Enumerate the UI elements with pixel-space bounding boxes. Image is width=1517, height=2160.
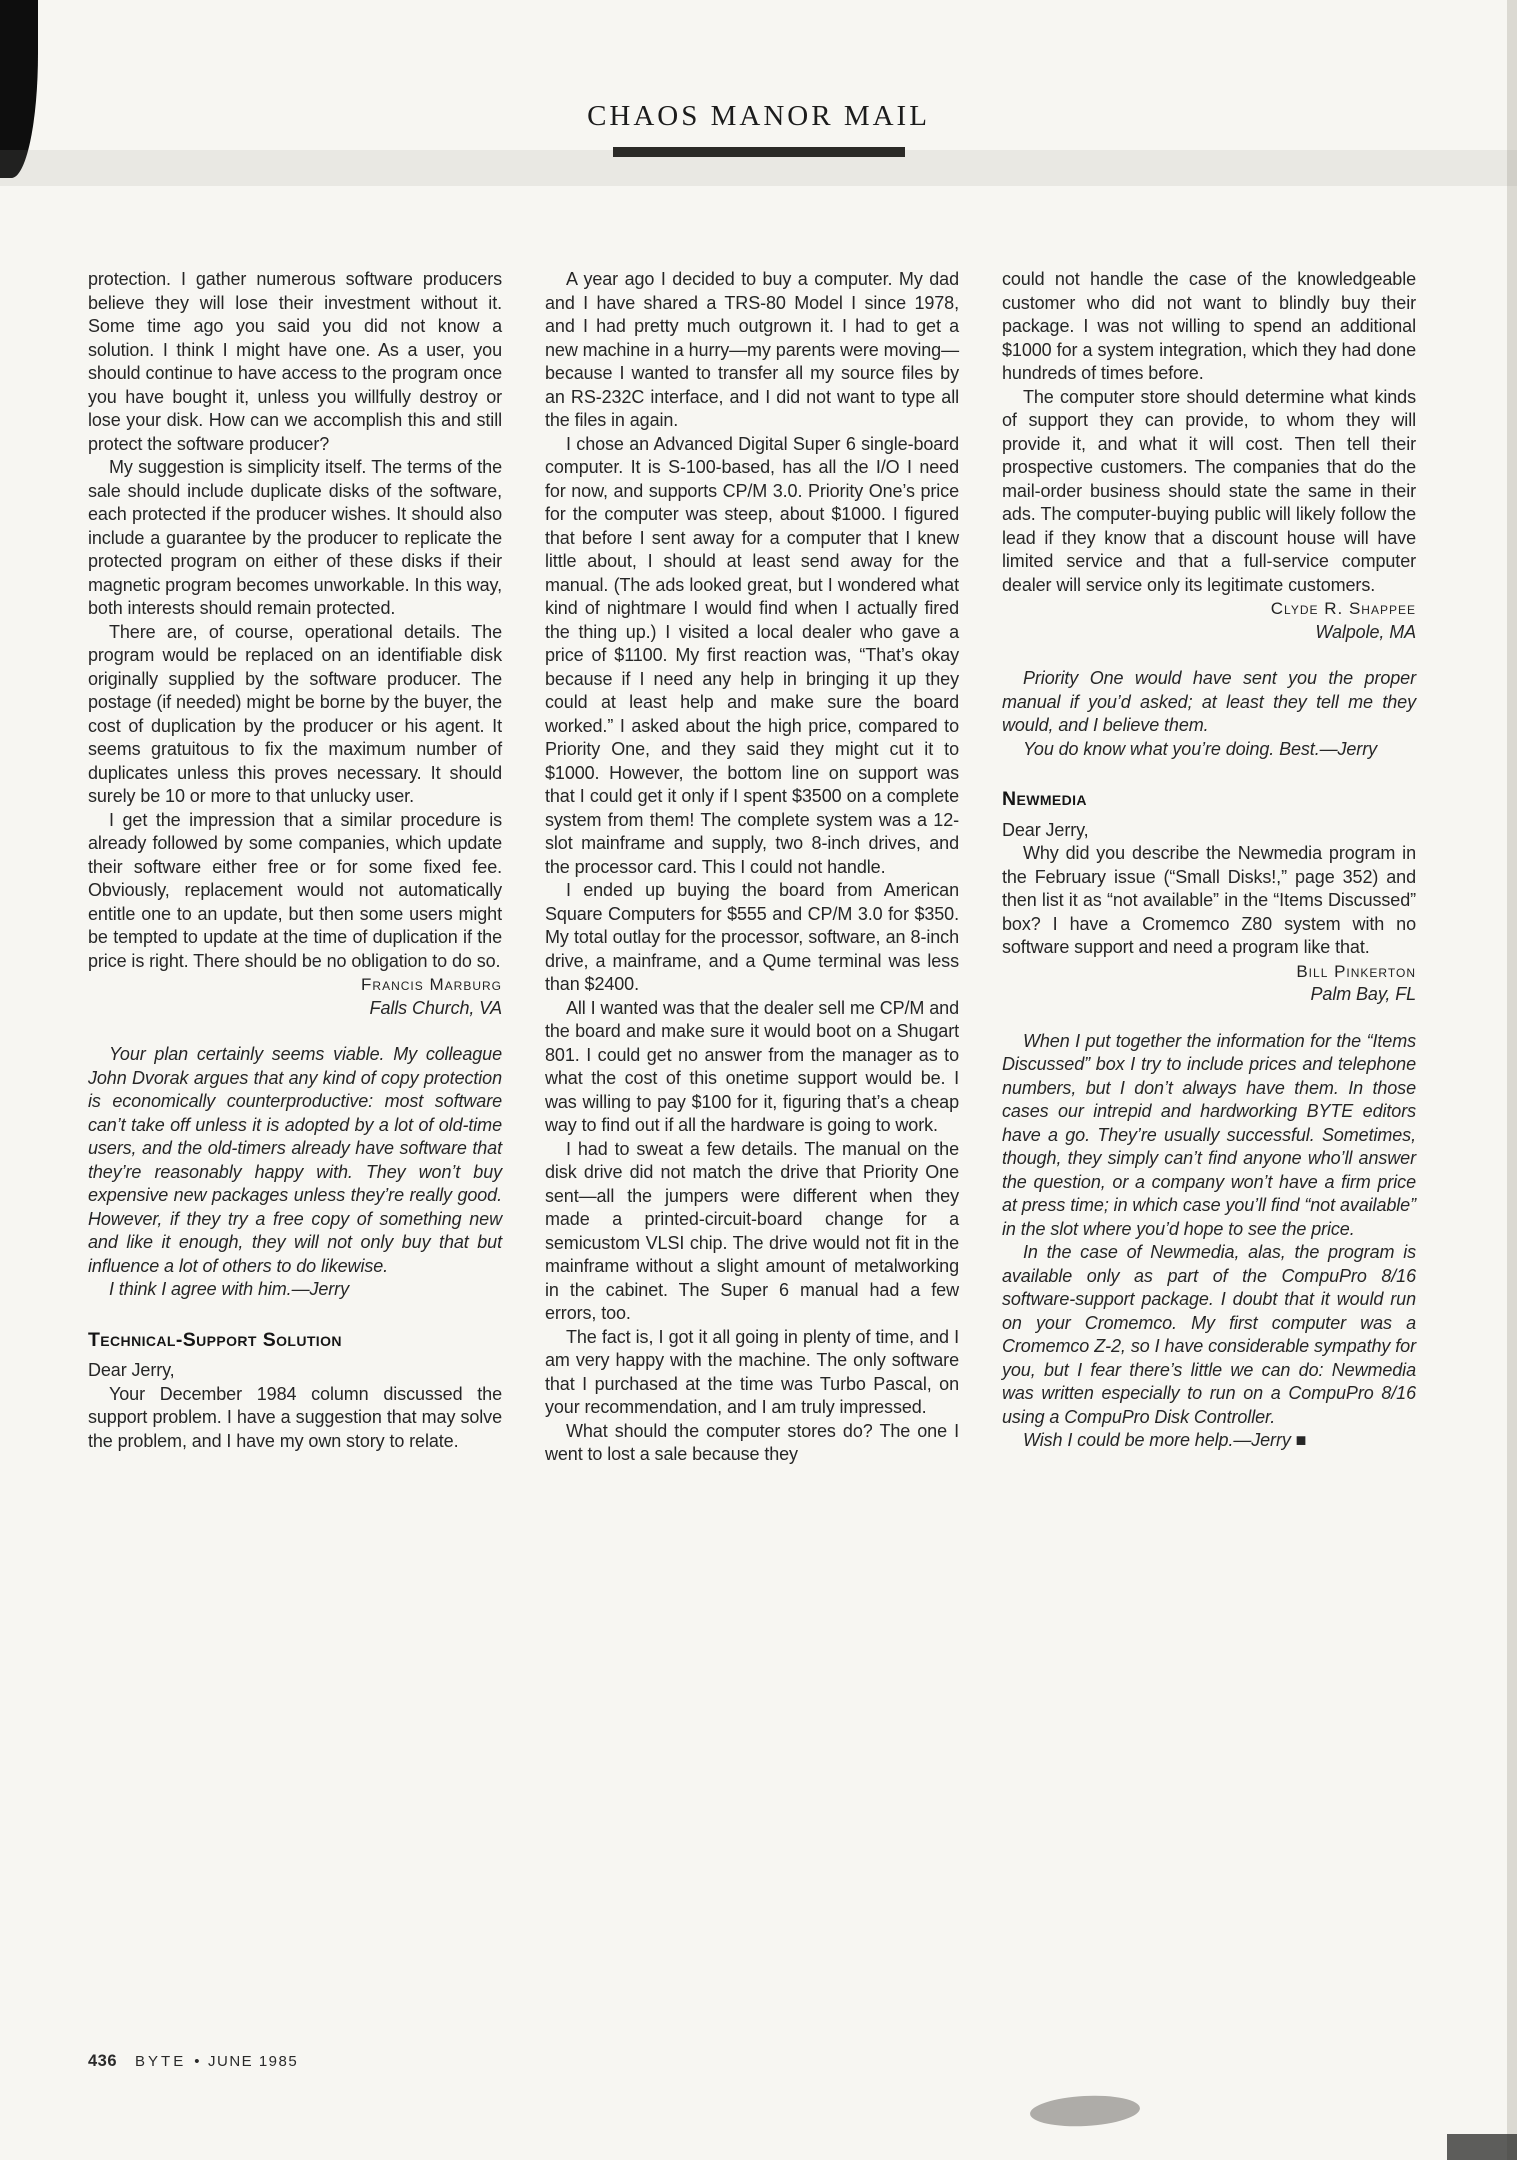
letter-signature-name: Francis Marburg — [361, 975, 502, 994]
editor-reply: You do know what you’re doing. Best.—Jerry — [1023, 738, 1377, 759]
paragraph: What should the computer stores do? The one I went to lost a sale because they — [545, 1420, 959, 1464]
paragraph: protection. I gather numerous software producers believe they will lose their investment without it. Some time ago you said you did not know a solution. I think I might have one. As a user, you should continue to have access to the program once you have bought it, unless you willfully destroy or lose your disk. How can we accomplish this and still protect the software producer? — [88, 269, 502, 454]
masthead-rule — [613, 147, 905, 157]
paragraph: I had to sweat a few details. The manual on the disk drive did not match the drive that Priority One sent—all the jumpers were different when they made a printed-circuit-board change for a semicustom VLSI chip. The drive would not fit in the mainframe without a slight amount of metalworking in the cabinet. The Super 6 manual had a few errors, too. — [545, 1138, 959, 1323]
paragraph: The fact is, I got it all going in plenty of time, and I am very happy with the machine. The only software that I purchased at the time was Turbo Pascal, on your recommendation, and I am truly impressed. — [545, 1326, 959, 1417]
column-1 — [88, 268, 502, 1467]
magazine-name: BYTE — [135, 2053, 187, 2070]
paragraph: The computer store should determine what kinds of support they can provide, to whom they will provide it, and what it will cost. Then tell their prospective customers. The companies that do the mail-order business should state the same in their ads. The computer-buying public will likely follow the lead if they know that a discount house will have limited service and that a full-service computer dealer will service only its legitimate customers. — [1002, 386, 1416, 595]
issue-date: JUNE 1985 — [207, 2053, 299, 2070]
article-columns — [88, 268, 1416, 1467]
paragraph: All I wanted was that the dealer sell me CP/M and the board and make sure it would boot on a Shugart 801. I could get no answer from the manager as to what the cost of this onetime support would be. I was willing to pay $100 for it, figuring that’s a cheap way to find out if all the hardware is going to work. — [545, 997, 959, 1135]
paragraph: I get the impression that a similar procedure is already followed by some companies, which update their software either free or for some fixed fee. Obviously, replacement would not automatically entitle one to an update, but then some users might be tempted to update at the time of duplication if the price is right. There should be no obligation to do so. — [88, 809, 502, 971]
letter-signature-name: Bill Pinkerton — [1296, 961, 1416, 981]
editor-reply: Wish I could be more help.—Jerry ■ — [1023, 1430, 1307, 1450]
paragraph: My suggestion is simplicity itself. The terms of the sale should include duplicate disks of the software, each protected if the producer wishes. It should also include a guarantee by the producer to replicate the protected program on either of these disks if their magnetic program becomes unworkable. In this way, both interests should remain protected. — [88, 457, 502, 618]
paragraph: There are, of course, operational details. The program would be replaced on an identifiable disk originally supplied by the software producer. The postage (if needed) might be borne by the buyer, the cost of duplication by the producer or his agent. It seems gratuitous to fix the maximum number of duplicates unless this proves necessary. It should surely be 10 or more to that unlucky user. — [88, 621, 502, 806]
editor-reply: I think I agree with him.—Jerry — [109, 1279, 349, 1299]
paragraph: A year ago I decided to buy a computer. My dad and I have shared a TRS-80 Model I since 1978, and I had pretty much outgrown it. I had to get a new machine in a hurry—my parents were moving—because I wanted to transfer all my source files by an RS-232C interface, and I did not want to type all the files in again. — [545, 269, 959, 430]
section-heading: Newmedia — [1002, 788, 1087, 810]
scan-edge-artifact — [1507, 0, 1517, 2160]
scan-artifact — [1029, 2093, 1140, 2129]
editor-reply: In the case of Newmedia, alas, the program is available only as part of the CompuPro 8/16 software-support package. I doubt that it would run on your Cromemco. My first computer was a Cromemco Z-2, so I have considerable sympathy for you, but I fear there’s little we can do: Newmedia was written especially to run on a CompuPro 8/16 using a CompuPro Disk Controller. — [1002, 1242, 1416, 1427]
paragraph: Your December 1984 column discussed the support problem. I have a suggestion that may solve the problem, and I have my own story to relate. — [88, 1383, 502, 1451]
footer-bullet: • — [194, 2053, 200, 2070]
paragraph: I ended up buying the board from American Square Computers for $555 and CP/M 3.0 for $350. My total outlay for the processor, software, an 8-inch drive, a mainframe, and a Qume terminal was less than $2400. — [545, 880, 959, 994]
masthead — [0, 100, 1517, 157]
letter-signature-location: Palm Bay, FL — [1310, 984, 1416, 1004]
letter-signature-location: Walpole, MA — [1315, 621, 1416, 642]
salutation: Dear Jerry, — [1002, 819, 1089, 840]
editor-reply: When I put together the information for the “Items Discussed” box I try to include prices and telephone numbers, but I don’t always have them. In those cases our intrepid and hardworking BYTE editors have a go. They’re usually successful. Sometimes, though, they simply can’t find anyone who’ll answer the question, or a company won’t have a firm price at press time; in which case you’ll find “not available” in the slot where you’d hope to see the price. — [1002, 1030, 1416, 1239]
editor-reply: Priority One would have sent you the proper manual if you’d asked; at least they tell me they would, and I believe them. — [1002, 668, 1416, 735]
editor-reply: Your plan certainly seems viable. My colleague John Dvorak argues that any kind of copy protection is economically counterproductive: most software can’t take off unless it is adopted by a lot of old-time users, and the old-timers already have software that they’re reasonably happy with. They won’t buy expensive new packages unless they’re really good. However, if they try a free copy of something new and like it enough, they will not only buy that but influence a lot of others to do likewise. — [88, 1044, 502, 1276]
page-number: 436 — [88, 2052, 118, 2070]
scan-artifact — [1447, 2134, 1517, 2160]
paragraph: could not handle the case of the knowledgeable customer who did not want to blindly buy their package. I was not willing to spend an additional $1000 for a system integration, which they had done hundreds of times before. — [1002, 269, 1416, 383]
column-2 — [545, 268, 959, 1467]
page-footer — [88, 2052, 298, 2071]
page-title: CHAOS MANOR MAIL — [587, 100, 930, 132]
section-heading: Technical-Support Solution — [88, 1328, 342, 1351]
column-3 — [1002, 268, 1416, 1467]
salutation: Dear Jerry, — [88, 1360, 175, 1380]
letter-signature-location: Falls Church, VA — [369, 997, 502, 1018]
paragraph: I chose an Advanced Digital Super 6 single-board computer. It is S-100-based, has all the I/O I need for now, and supports CP/M 3.0. Priority One’s price for the computer was steep, about $1000. I figured that before I sent away for a computer that I knew little about, I should at least send away for the manual. (The ads looked great, but I wondered what kind of nightmare I would find when I actually fired the thing up.) I visited a local dealer who gave a price of $1100. My first reaction was, “That’s okay because if I need any help in bringing it up they could at least help and make sure the board worked.” I asked about the high price, compared to Priority One, and they said they might cut it to $1000. However, the bottom line on support was that I could get it only if I spent $3500 on a complete system from them! The complete system was a 12-slot mainframe and supply, two 8-inch drives, and the processor card. This I could not handle. — [545, 433, 959, 877]
paragraph: Why did you describe the Newmedia program in the February issue (“Small Disks!,” page 352) and then list it as “not available” in the “Items Discussed” box? I have a Cromemco Z80 system with no software support and need a program like that. — [1002, 843, 1416, 957]
letter-signature-name: Clyde R. Shappee — [1270, 599, 1416, 618]
